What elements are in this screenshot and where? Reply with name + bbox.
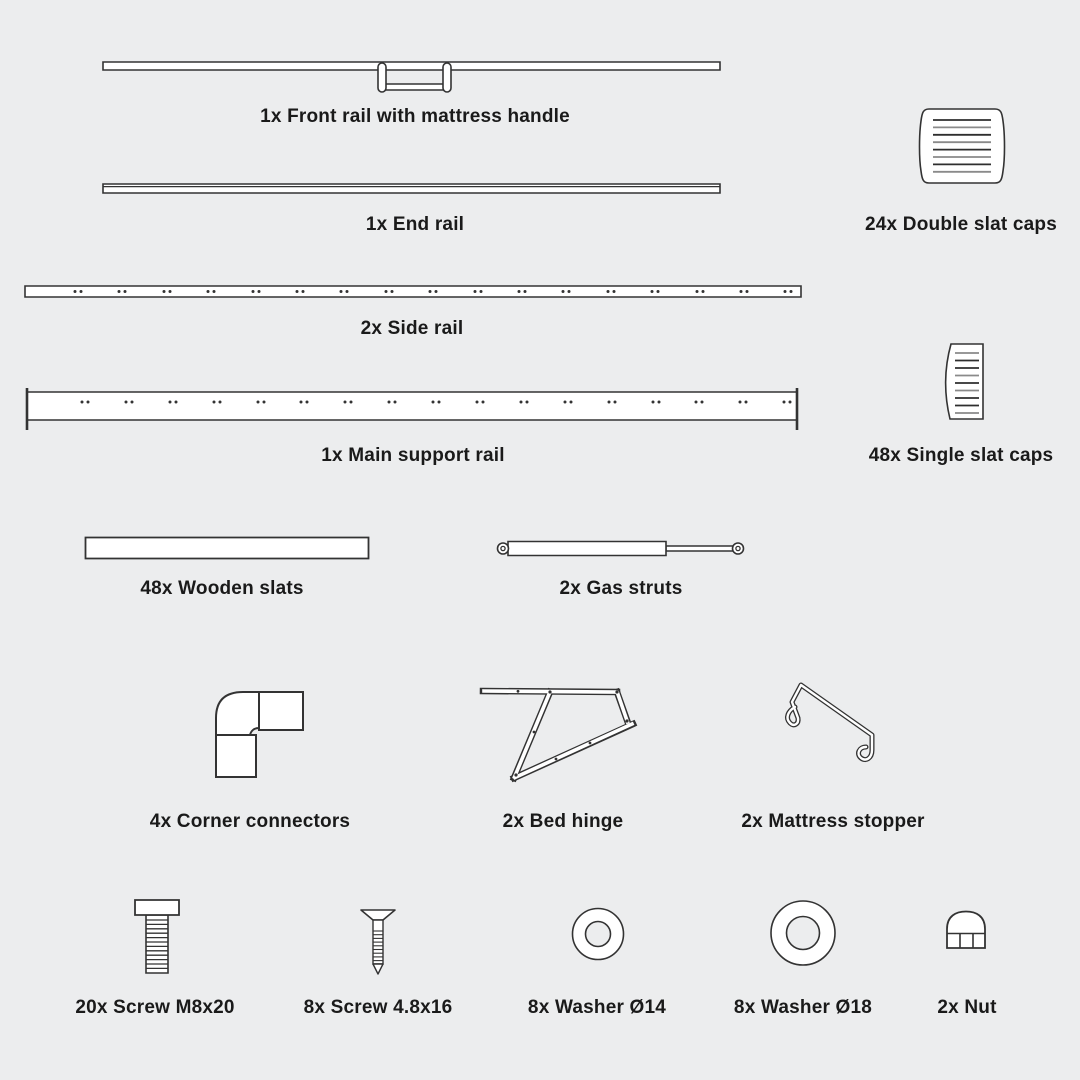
part-label: 20x Screw M8x20 [75,997,235,1018]
part-label: 8x Screw 4.8x16 [303,997,453,1018]
gas-strut-icon [496,538,746,560]
part-label: 24x Double slat caps [865,214,1057,235]
wooden-slat-icon [84,536,370,560]
bed-hinge-icon [478,683,640,788]
part-label: 1x Front rail with mattress handle [260,106,570,127]
part-label: 1x End rail [365,214,465,235]
cap-nut-icon [944,909,988,951]
corner-connector-icon [213,686,308,781]
part-label: 2x Bed hinge [502,811,624,832]
front-rail-with-handle-icon [95,58,735,102]
part-label: 48x Wooden slats [140,578,304,599]
part-label: 8x Washer Ø14 [527,997,667,1018]
washer-large-icon [769,899,837,967]
part-label: 2x Mattress stopper [741,811,925,832]
part-label: 2x Gas struts [559,578,683,599]
main-support-rail-icon [20,387,810,433]
side-rail-icon [20,284,806,300]
part-label: 8x Washer Ø18 [733,997,873,1018]
part-label: 4x Corner connectors [149,811,351,832]
end-rail-icon [95,181,735,197]
bolt-screw-icon [132,897,182,979]
part-label: 2x Side rail [360,318,464,339]
double-slat-cap-icon [915,107,1009,187]
part-label: 1x Main support rail [321,445,505,466]
mattress-stopper-icon [782,678,887,773]
part-label: 2x Nut [937,997,997,1018]
washer-small-icon [570,906,626,962]
part-label: 48x Single slat caps [868,445,1054,466]
single-slat-cap-icon [935,340,991,424]
wood-screw-icon [359,906,397,978]
